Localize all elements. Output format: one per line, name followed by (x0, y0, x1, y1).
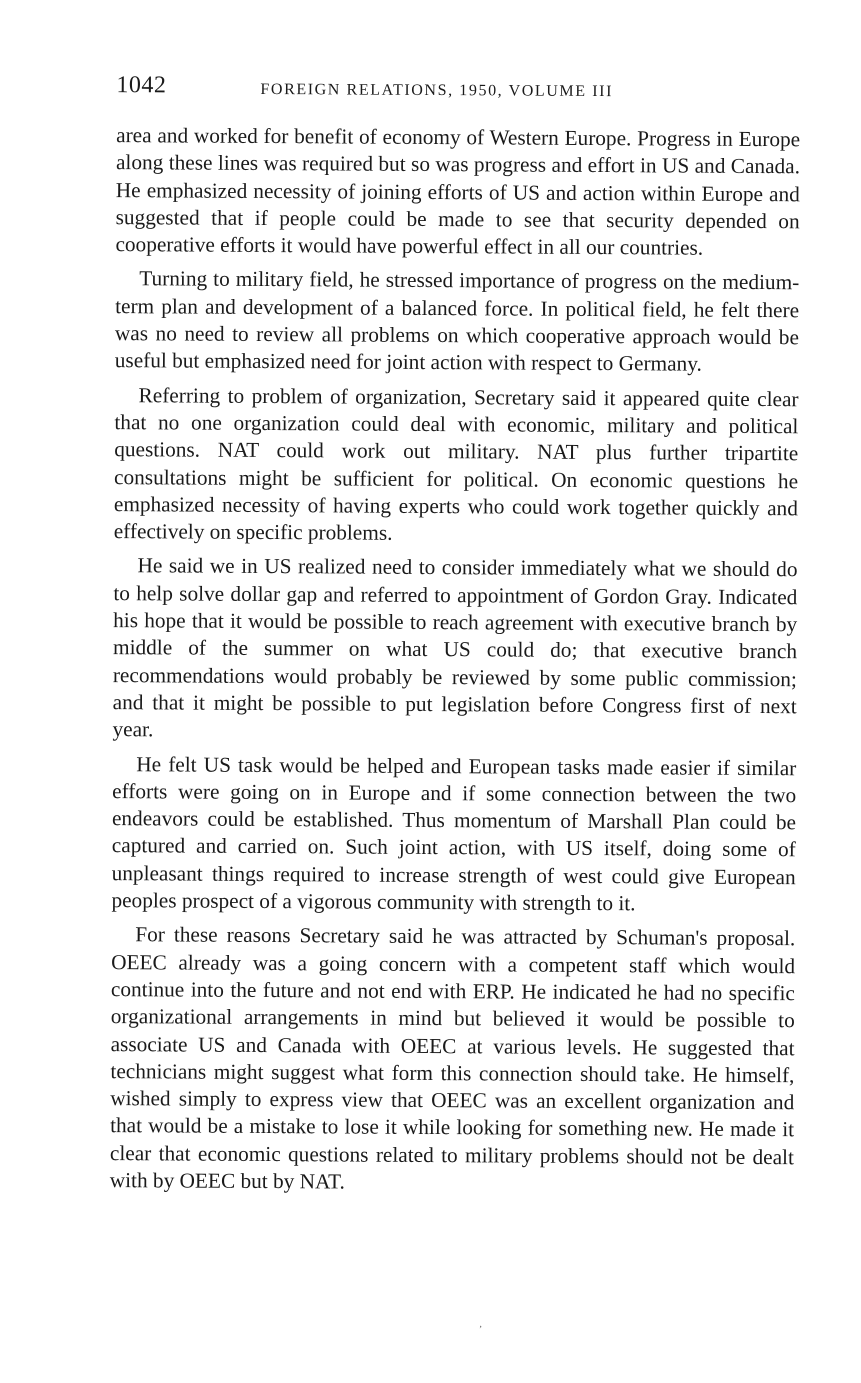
paragraph-oeec: For these reasons Secretary said he was attracted by Schuman's proposal. OEEC already was a going concern with a competent staff which would continue into the future and not end with ERP. He indicated he had no specific organizational arrangements in mind but believed it would be possible to associate US and Canada with OEEC at various levels. He suggested that technicians might suggest what form this connection should take. He himself, wished simply to express view that OEEC was an excellent organization and that would be a mistake to lose it while looking for something new. He made it clear that economic questions related to military problems should not be dealt with by OEEC but by NAT. (109, 922, 796, 1194)
running-head: FOREIGN RELATIONS, 1950, VOLUME III (260, 80, 614, 101)
body-text (110, 122, 801, 1205)
paragraph-us-task: He felt US task would be helped and European tasks made easier if similar efforts were going on in Europe and if some connection between the two endeavors could be established. Thus momentum of Marshall Plan could be captured and carried on. Such joint action, with US itself, doing some of unpleasant things required to increase strength of west could give European peoples prospect of a vigorous community with strength to it. (111, 751, 797, 916)
paragraph-military-field: Turning to military field, he stressed importance of progress on the medium-term plan and development of a balanced force. In political field, he felt there was no need to review all problems on which cooperative approach would be useful but emphasized need for joint action with respect to Germany. (114, 266, 800, 377)
paragraph-organization: Referring to problem of organization, Secretary said it appeared quite clear that no one organization could deal with economic, military and political questions. NAT could work out military. NAT plus further tripartite consultations might be sufficient for political. On economic questions he emphasized necessity of having experts who could work together quickly and effectively on specific problems. (113, 382, 799, 545)
scan-mark: ’ (478, 1324, 483, 1336)
page-header (116, 72, 806, 110)
page-number: 1042 (116, 72, 167, 99)
paragraph-dollar-gap: He said we in US realized need to consider immediately what we should do to help solve dollar gap and referred to appointment of Gordon Gray. Indicated his hope that it would be possible to reach agreement with executive branch by middle of the summer on what US could do; that executive branch recommendations would probably be reviewed by some public commission; and that it might be possible to put legislation before Congress first of next year. (112, 553, 798, 742)
paragraph-continuation: area and worked for benefit of economy of Western Europe. Progress in Europe along these lines was required but so was progress and effort in US and Canada. He emphasized necessity of joining efforts of US and action within Europe and suggested that if people could be made to see that security depended on cooperative efforts it would have powerful effect in all our countries. (115, 123, 801, 260)
